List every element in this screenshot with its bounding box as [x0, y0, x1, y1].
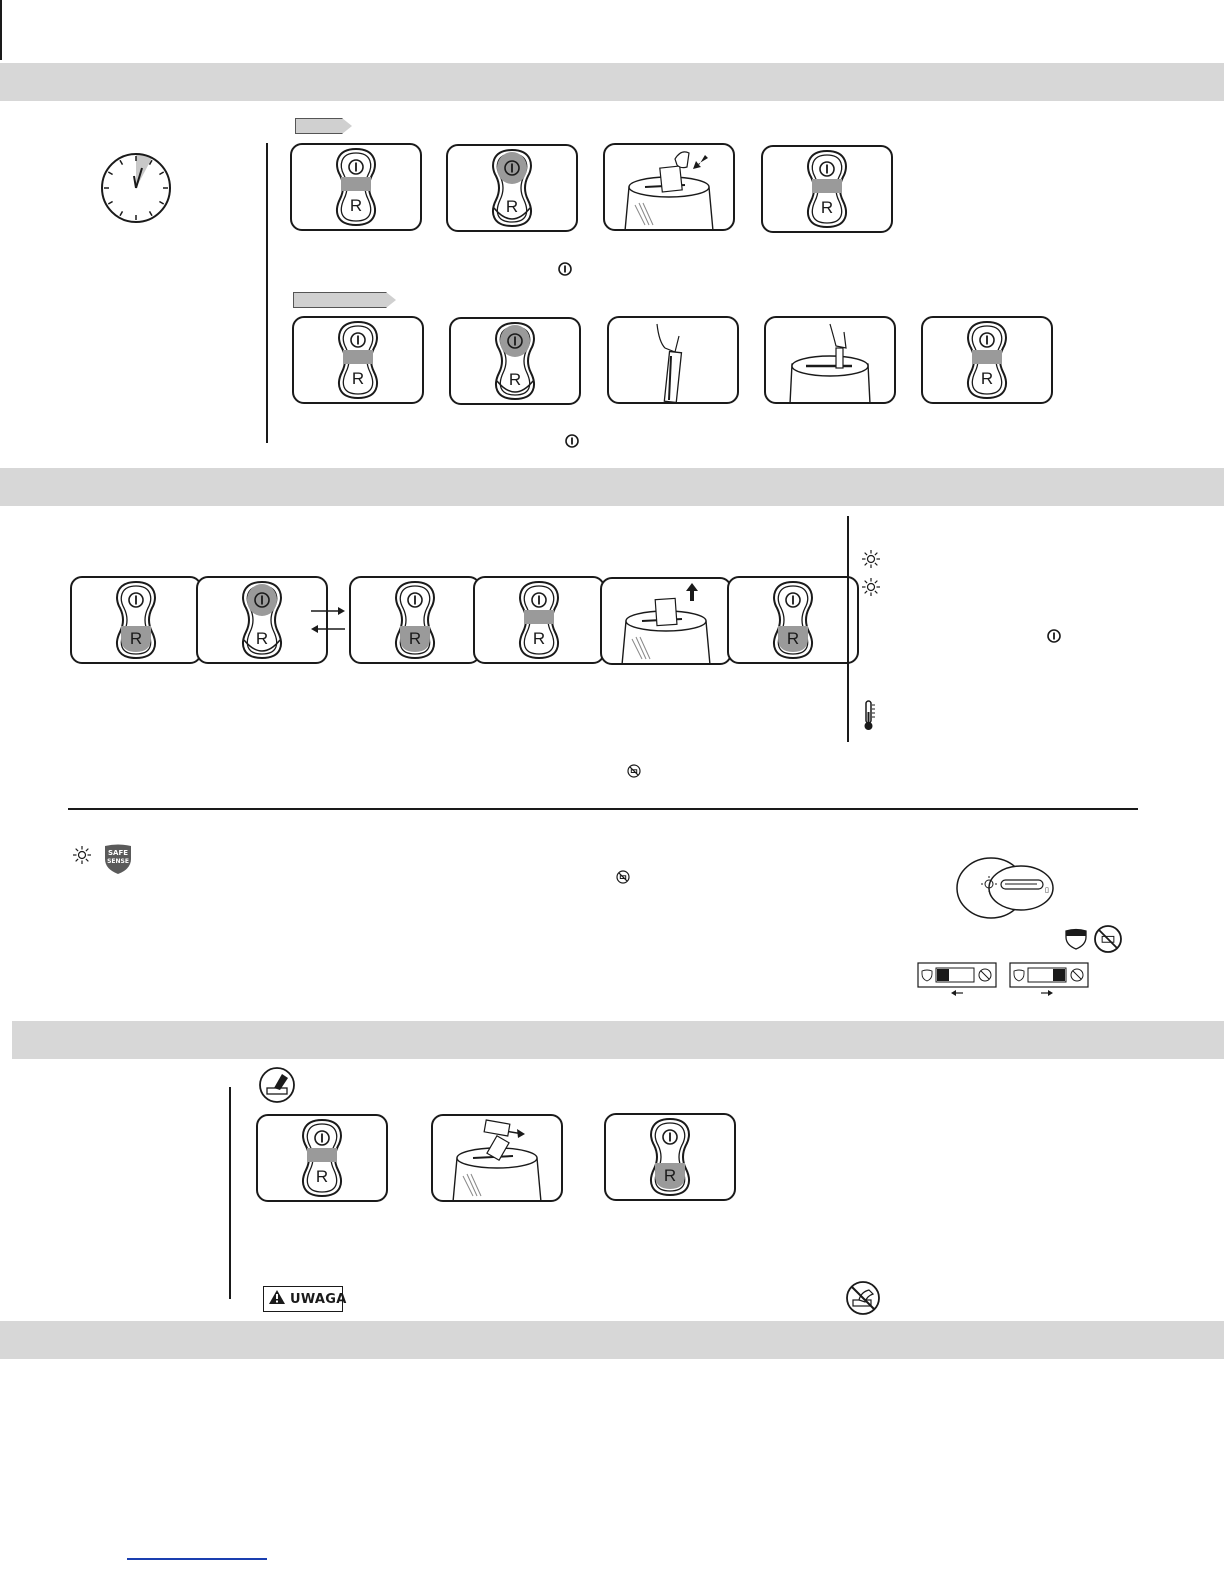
svg-text:R: R [408, 629, 422, 648]
section-band-3 [12, 1021, 1224, 1059]
panel-d3-switch-reset [604, 1113, 736, 1201]
no-hand-icon [845, 1280, 881, 1321]
step-tag-b [293, 292, 387, 308]
section-band-1 [0, 63, 1224, 101]
svg-text:R: R [351, 369, 365, 388]
svg-text:SENSE: SENSE [107, 858, 129, 865]
power-icon [557, 261, 573, 282]
section-3-divider [229, 1087, 231, 1299]
panel-c4-switch-middle [473, 576, 605, 664]
svg-text:R: R [820, 198, 834, 217]
thermometer-icon [862, 700, 876, 737]
sun-light-icon [861, 549, 881, 574]
slider-left-diagram [917, 962, 997, 1003]
svg-text:▯: ▯ [1045, 886, 1049, 894]
panel-c5-paper-out [600, 577, 732, 665]
svg-text:R: R [129, 629, 143, 648]
svg-text:R: R [505, 197, 519, 216]
svg-text:R: R [315, 1167, 329, 1186]
safesense-indicator-illustration [955, 856, 1055, 925]
panel-c1-switch-reset [70, 576, 202, 664]
svg-text:R: R [786, 629, 800, 648]
panel-a4-switch-middle [761, 145, 893, 233]
panel-c3-switch-reset [349, 576, 481, 664]
panel-a1-switch-middle [290, 143, 422, 231]
no-entry-icon [1094, 925, 1122, 958]
panel-b1-switch-middle [292, 316, 424, 404]
panel-a3-insert-paper [603, 143, 735, 231]
panel-b2-switch-on [449, 317, 581, 405]
warning-triangle-icon [268, 1289, 286, 1310]
section-band-4 [0, 1321, 1224, 1359]
panel-c6-switch-reset [727, 576, 859, 664]
arrow-right-icon [309, 603, 347, 638]
clock-icon [98, 150, 174, 231]
warning-text: UWAGA [290, 1291, 347, 1307]
svg-text:R: R [532, 629, 546, 648]
svg-text:R: R [663, 1166, 677, 1185]
step-tag-a [295, 118, 343, 134]
power-icon [1046, 628, 1062, 649]
power-icon [564, 433, 580, 454]
section-separator [68, 808, 1138, 810]
svg-text:R: R [508, 370, 522, 389]
warning-label [263, 1286, 347, 1312]
section-band-2 [0, 468, 1224, 506]
section-1-divider [266, 143, 268, 443]
panel-b5-switch-middle [921, 316, 1053, 404]
svg-text:R: R [349, 196, 363, 215]
panel-d2-oil-paper [431, 1114, 563, 1202]
panel-d1-switch-middle [256, 1114, 388, 1202]
page-edge-mark [0, 0, 2, 60]
safesense-shield-icon [103, 843, 133, 880]
svg-text:SAFE: SAFE [107, 849, 129, 857]
panel-a2-switch-on [446, 144, 578, 232]
slider-right-diagram [1009, 962, 1089, 1003]
sun-light-icon [72, 845, 92, 870]
no-entry-icon [627, 764, 641, 783]
section-2-divider [847, 516, 849, 742]
footer-link-underline[interactable] [127, 1558, 267, 1560]
shield-icon [1064, 928, 1088, 955]
sun-light-icon [861, 577, 881, 602]
svg-text:R: R [980, 369, 994, 388]
panel-b3-hold-card [607, 316, 739, 404]
svg-text:R: R [255, 629, 269, 648]
no-entry-icon [616, 870, 630, 889]
oil-bottle-icon [258, 1066, 296, 1109]
panel-b4-insert-card [764, 316, 896, 404]
